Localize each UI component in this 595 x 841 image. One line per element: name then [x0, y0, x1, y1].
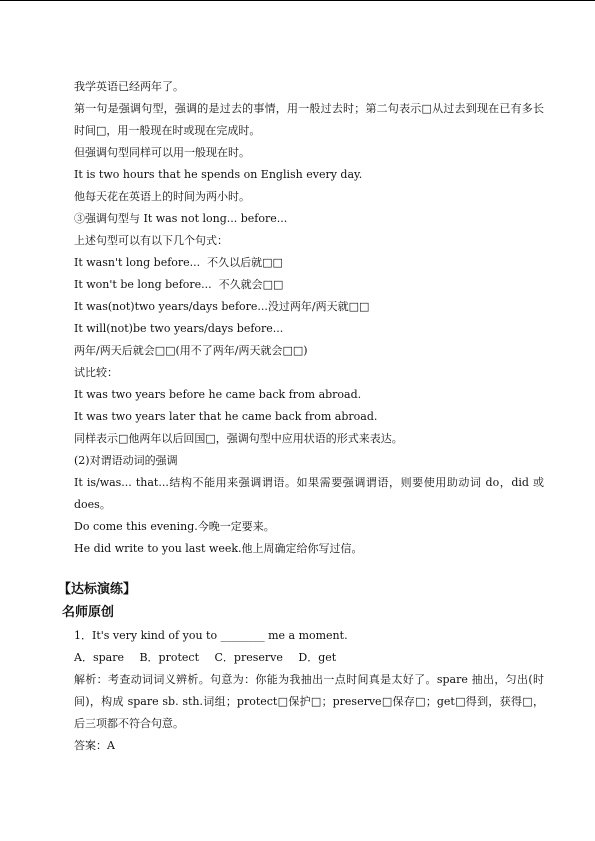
text-line: 两年/两天后就会□□(用不了两年/两天就会□□)	[74, 344, 308, 357]
text-paragraph: It is/was... that...结构不能用来强调谓语。如果需要强调谓语，则要使用助动词 do，did 或 does。	[74, 476, 544, 511]
option-d: D．get	[298, 651, 337, 664]
text-line: It will(not)be two years/days before...	[74, 322, 284, 335]
text-line: It wasn't long before... 不久以后就□□	[74, 256, 283, 269]
text-line: Do come this evening.今晚一定要来。	[74, 520, 275, 533]
text-line: It was two years later that he came back from abroad.	[74, 410, 378, 423]
exercise-block	[74, 625, 544, 757]
text-line: It was(not)two years/days before...没过两年/两天就□□	[74, 300, 370, 313]
text-line: ③强调句型与 It was not long... before...	[74, 212, 288, 225]
text-line: 同样表示□他两年以后回国□，强调句型中应用状语的形式来表达。	[74, 432, 403, 445]
text-line: He did write to you last week.他上周确定给你写过信。	[74, 542, 363, 555]
exercise-options	[74, 647, 544, 669]
option-a: A．spare	[74, 651, 124, 664]
text-paragraph: 第一句是强调句型，强调的是过去的事情，用一般过去时；第二句表示□从过去到现在已有多长时间□，用一般现在时或现在完成时。	[74, 102, 544, 137]
text-line: 但强调句型同样可以用一般现在时。	[74, 146, 250, 159]
text-line: It is two hours that he spends on English every day.	[74, 168, 363, 181]
option-c: C．preserve	[214, 651, 283, 664]
text-line: (2)对谓语动词的强调	[74, 454, 178, 467]
section-title: 【达标演练】	[58, 582, 137, 597]
text-line: It was two years before he came back from abroad.	[74, 388, 362, 401]
text-line: 上述句型可以有以下几个句式：	[74, 234, 228, 247]
section-subtitle: 名师原创	[62, 605, 115, 620]
text-line: 他每天花在英语上的时间为两小时。	[74, 190, 250, 203]
exercise-answer: 答案：A	[74, 739, 115, 752]
exercise-analysis: 解析：考查动词词义辨析。句意为：你能为我抽出一点时间真是太好了。spare 抽出，匀出(时间)，构成 spare sb. sth.词组；protect□保护□；preserve□保存□；get□得到，获得□，后三项都不符合句意。	[74, 673, 544, 730]
text-line: 我学英语已经两年了。	[74, 80, 184, 93]
top-border-line	[0, 0, 595, 1]
option-b: B．protect	[139, 651, 199, 664]
exercise-question: 1．It's very kind of you to ________ me a moment.	[74, 629, 348, 642]
text-line: It won't be long before... 不久就会□□	[74, 278, 284, 291]
text-line: 试比较：	[74, 366, 118, 379]
document-body	[74, 76, 544, 560]
